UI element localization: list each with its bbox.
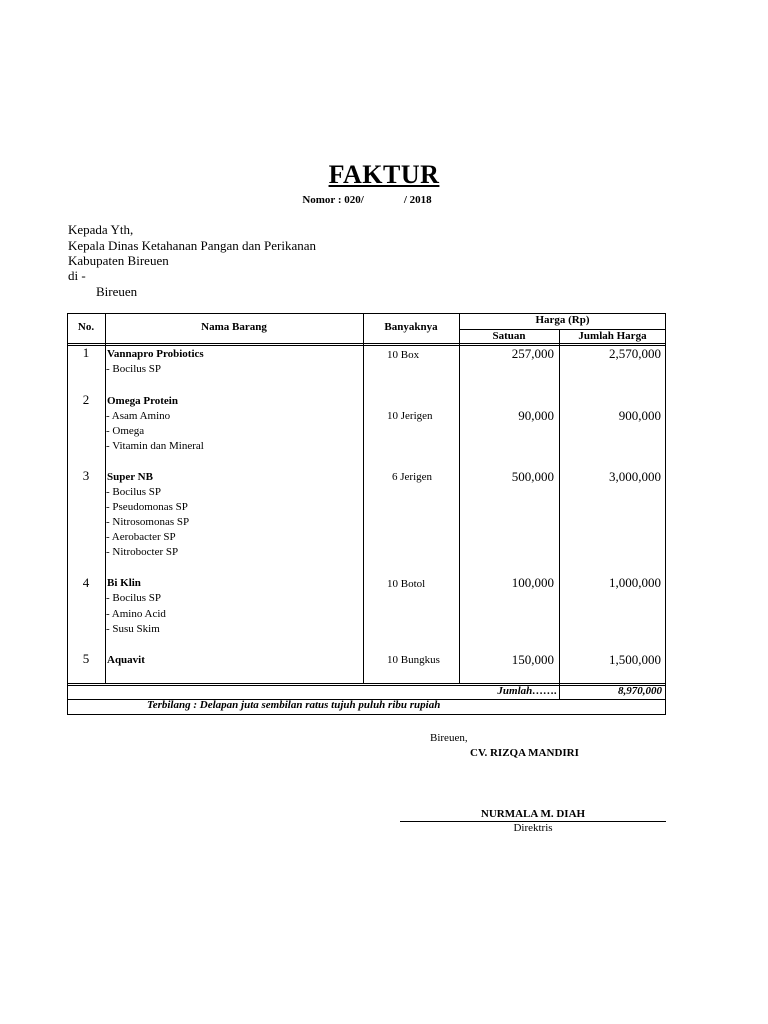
item-qty: 10 Bungkus [387, 654, 440, 666]
item-sub: - Bocilus SP [106, 486, 162, 498]
signature-place: Bireuen, [430, 732, 468, 744]
item-jumlah: 3,000,000 [609, 469, 661, 484]
item-sub: - Bocilus SP [106, 363, 162, 375]
item-no: 2 [82, 392, 90, 407]
header-harga: Harga (Rp) [535, 314, 590, 326]
item-satuan: 100,000 [511, 575, 554, 590]
item-qty: 10 Botol [387, 578, 426, 590]
item-jumlah: 1,000,000 [609, 575, 661, 590]
item-sub: - Susu Skim [106, 623, 160, 635]
signature-company: CV. RIZQA MANDIRI [470, 747, 579, 759]
invoice-number-prefix: Nomor : 020/ [302, 194, 364, 206]
header-banyaknya: Banyaknya [384, 321, 438, 333]
item-satuan: 150,000 [511, 652, 554, 667]
header-no: No. [77, 321, 95, 333]
item-satuan: 90,000 [518, 408, 554, 423]
recipient-line-2: Kepala Dinas Ketahanan Pangan dan Perikanan [68, 238, 316, 253]
total-value: 8,970,000 [618, 685, 662, 697]
recipient-line-5: Bireuen [96, 284, 138, 299]
item-no: 5 [82, 651, 90, 666]
item-sub: - Amino Acid [106, 608, 166, 620]
signature-position: Direktris [513, 822, 553, 834]
item-name: Vannapro Probiotics [107, 348, 204, 360]
item-name: Super NB [107, 471, 153, 483]
signature-name: NURMALA M. DIAH [480, 808, 586, 820]
item-sub: - Nitrobocter SP [106, 546, 179, 558]
invoice-number [0, 194, 734, 206]
item-jumlah: 1,500,000 [609, 652, 661, 667]
item-sub: - Pseudomonas SP [106, 501, 188, 513]
recipient-line-4: di - [68, 268, 86, 283]
item-name: Omega Protein [107, 395, 178, 407]
header-satuan: Satuan [492, 330, 526, 342]
item-jumlah: 2,570,000 [609, 346, 661, 361]
item-name: Aquavit [107, 654, 145, 666]
item-qty: 6 Jerigen [392, 471, 433, 483]
recipient-line-3: Kabupaten Bireuen [68, 253, 169, 268]
recipient-line-1: Kepada Yth, [68, 222, 134, 237]
item-satuan: 500,000 [511, 469, 554, 484]
header-nama-barang: Nama Barang [201, 321, 267, 333]
item-no: 1 [82, 345, 90, 360]
item-satuan: 257,000 [511, 346, 554, 361]
total-label: Jumlah……. [497, 685, 557, 697]
item-sub: - Asam Amino [106, 410, 171, 422]
item-sub: - Vitamin dan Mineral [106, 440, 204, 452]
item-no: 3 [82, 468, 90, 483]
amount-in-words: Terbilang : Delapan juta sembilan ratus tujuh puluh ribu rupiah [147, 699, 441, 711]
item-no: 4 [82, 575, 90, 590]
item-sub: - Omega [106, 425, 145, 437]
item-name: Bi Klin [107, 577, 141, 589]
invoice-number-suffix: / 2018 [403, 194, 432, 206]
item-sub: - Bocilus SP [106, 592, 162, 604]
invoice-table [67, 313, 666, 715]
header-jumlah-harga: Jumlah Harga [578, 330, 647, 342]
item-qty: 10 Jerigen [387, 410, 433, 422]
item-qty: 10 Box [387, 349, 420, 361]
item-jumlah: 900,000 [618, 408, 661, 423]
item-sub: - Aerobacter SP [106, 531, 176, 543]
document-title: FAKTUR [328, 160, 440, 189]
item-sub: - Nitrosomonas SP [106, 516, 190, 528]
